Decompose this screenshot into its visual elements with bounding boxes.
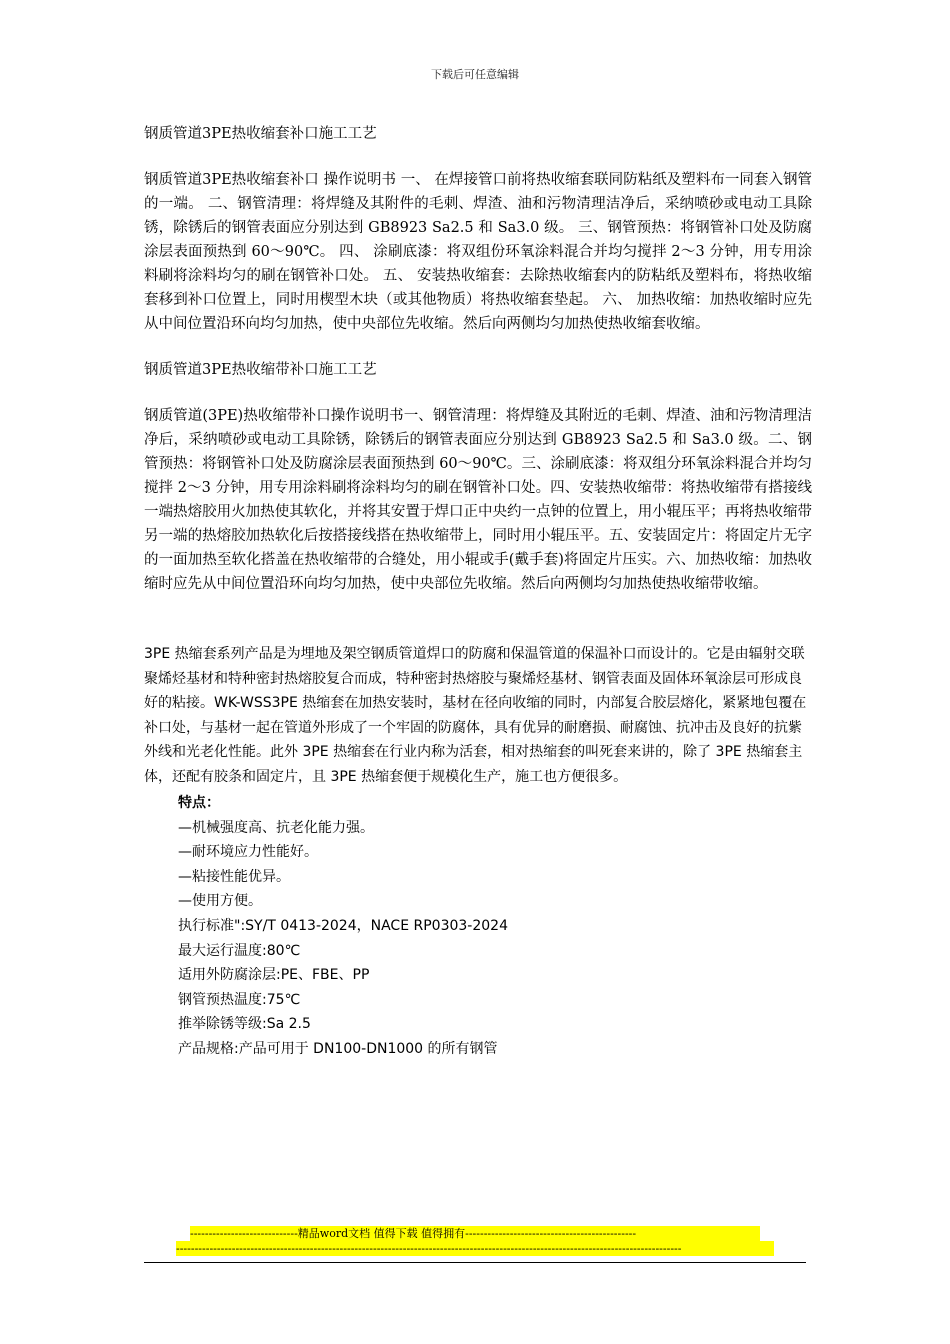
features-label: 特点： [178, 795, 220, 811]
spec-item: 产品规格:产品可用于 DN100-DN1000 的所有钢管 [178, 1040, 498, 1057]
section2-body: 钢质管道(3PE)热收缩带补口操作说明书一、钢管清理：将焊缝及其附近的毛刺、焊渣、油和污物清理洁净后，采纳喷砂或电动工具除锈，除锈后的钢管表面应分别达到 GB8923 Sa2.5 和 Sa3.0 级。二、钢管预热：将钢管补口处及防腐涂层表面预热到 60～90℃。三、涂刷底漆：将双组分环氧涂料混合并均匀搅拌 2～3 分钟，用专用涂料刷将涂料均匀的刷在钢管补口处。四、安装热收缩带：将热收缩带有搭接线一端热熔胶用火加热使其软化，并将其安置于焊口正中央约一点钟的位置上，用小辊压平；再将热收缩带另一端的热熔胶加热软化后按搭接线搭在热收缩带上，同时用小辊压平。五、安装固定片：将固定片无字的一面加热至软化搭盖在热收缩带的合缝处，用小辊或手(戴手套)将固定片压实。六、加热收缩：加热收缩时应先从中间位置沿环向均匀加热，使中央部位先收缩。然后向两侧均匀加热使热收缩带收缩。 [144, 408, 812, 592]
section1-body: 钢质管道3PE热收缩套补口 操作说明书 一、 在焊接管口前将热收缩套联同防粘纸及塑料布一同套入钢管的一端。 二、钢管清理：将焊缝及其附件的毛刺、焊渣、油和污物清理洁净后，采纳喷砂或电动工具除锈，除锈后的钢管表面应分别达到 GB8923 Sa2.5 和 Sa3.0 级。 三、钢管预热：将钢管补口处及防腐涂层表面预热到 60～90℃。 四、 涂刷底漆：将双组份环氧涂料混合并均匀搅拌 2～3 分钟，用专用涂料刷将涂料均匀的刷在钢管补口处。 五、 安装热收缩套：去除热收缩套内的防粘纸及塑料布，将热收缩套移到补口位置上，同时用楔型木块（或其他物质）将热收缩套垫起。 六、 加热收缩：加热收缩时应先从中间位置沿环向均匀加热，使中央部位先收缩。然后向两侧均匀加热使热收缩套收缩。 [144, 172, 812, 332]
document-body [144, 122, 812, 1062]
feature-item: —耐环境应力性能好。 [178, 844, 318, 861]
section3-body: 3PE 热缩套系列产品是为埋地及架空钢质管道焊口的防腐和保温管道的保温补口而设计的。它是由辐射交联聚烯烃基材和特种密封热熔胶复合而成，特种密封热熔胶与聚烯烃基材、钢管表面及固体环氧涂层可形成良好的粘接。WK-WSS3PE 热缩套在加热安装时，基材在径向收缩的同时，内部复合胶层熔化，紧紧地包覆在补口处，与基材一起在管道外形成了一个牢固的防腐体，具有优异的耐磨损、耐腐蚀、抗冲击及良好的抗紫外线和光老化性能。此外 3PE 热缩套在行业内称为活套，相对热缩套的叫死套来讲的，除了 3PE 热缩套主体，还配有胶条和固定片，且 3PE 热缩套便于规模化生产，施工也方便很多。 [144, 646, 807, 785]
spacer [144, 336, 812, 358]
spec-item: 执行标准":SY/T 0413-2024，NACE RP0303-2024 [178, 917, 508, 934]
footer-banner [0, 1226, 950, 1256]
feature-item: —粘接性能优异。 [178, 868, 290, 885]
spec-item: 最大运行温度:80℃ [178, 942, 301, 959]
spec-item: 适用外防腐涂层:PE、FBE、PP [178, 967, 370, 984]
spacer [144, 596, 812, 642]
spacer [144, 382, 812, 404]
feature-item: —使用方便。 [178, 893, 262, 910]
header-note: 下载后可任意编辑 [431, 68, 519, 81]
section2-title: 钢质管道3PE热收缩带补口施工工艺 [144, 362, 377, 378]
footer-banner-line2: ---------------------------------------------------------------------------------------------------------------------------------------- [176, 1241, 774, 1256]
footer-divider [144, 1262, 806, 1263]
footer-banner-line1: -----------------------------精品word文档 值得下载 值得拥有---------------------------------------------- [190, 1226, 760, 1241]
spec-item: 推举除锈等级:Sa 2.5 [178, 1016, 311, 1033]
features-block [178, 791, 812, 1062]
spacer [144, 146, 812, 168]
feature-item: —机械强度高、抗老化能力强。 [178, 819, 374, 836]
section1-title: 钢质管道3PE热收缩套补口施工工艺 [144, 126, 377, 142]
spec-item: 钢管预热温度:75℃ [178, 991, 301, 1008]
